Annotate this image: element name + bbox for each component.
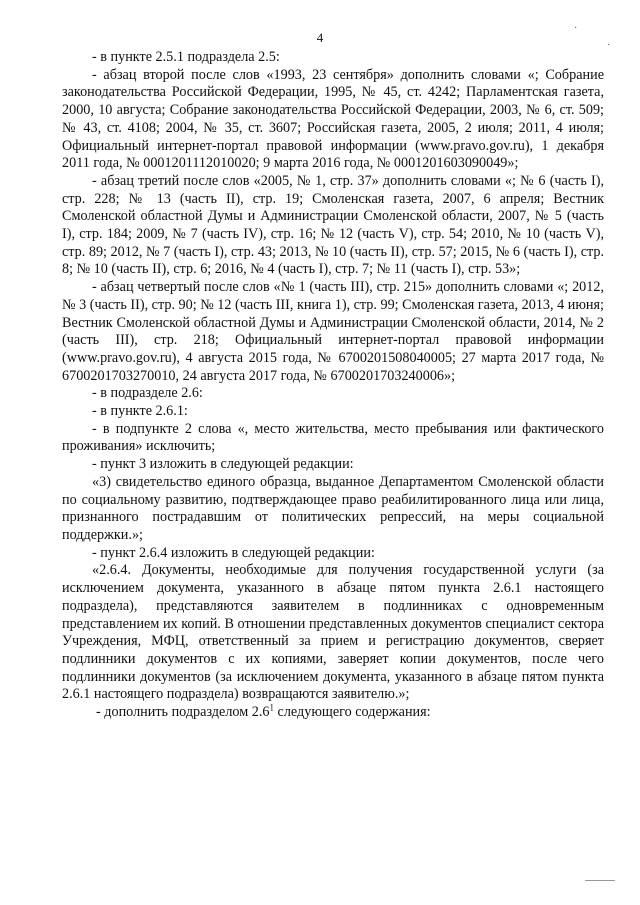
paragraph: - в подразделе 2.6: bbox=[92, 385, 203, 402]
paragraph: - в пункте 2.5.1 подраздела 2.5: bbox=[92, 49, 280, 65]
paragraph: - абзац второй после слов «1993, 23 сентября» дополнить словами «; Собрание законодательства Российской Федерации, 1995, № 45, ст. 4242; Парламентская газета, 2000, 10 августа; Собрание законодательства Российской Федерации, 2003, № 6, ст. 509; № 43, ст. 4108; 2004, № 35, ст. 3607; Российская газета, 2005, 2 июля; 2011, 4 июля; Официальный интернет-портал правовой информации (www.pravo.gov.ru), 1 декабря 2011 года, № 0001201112010020; 9 марта 2016 года, № 0001201603090049»; bbox=[62, 66, 604, 172]
document-body bbox=[62, 49, 604, 722]
paragraph: - абзац четвертый после слов «№ 1 (часть III), стр. 215» дополнить словами «; 2012, № 3 (часть II), стр. 90; № 12 (часть III, книга 1), стр. 99; Смоленская газета, 2013, 4 июня; Вестник Смоленской областной Думы и Администрации Смоленской области, 2014, № 2 (часть III), стр. 218; Официальный интернет-портал правовой информации (www.pravo.gov.ru), 4 августа 2015 года, № 6700201508040005; 27 марта 2017 года, № 6700201703270010, 24 августа 2017 года, № 6700201703240006»; bbox=[62, 279, 604, 384]
page-number: 4 bbox=[316, 30, 324, 45]
scan-mark: · bbox=[574, 23, 578, 34]
paragraph-last-text-end: следующего содержания: bbox=[273, 704, 431, 721]
paragraph: «3) свидетельство единого образца, выданное Департаментом Смоленской области по социальному развитию, подтверждающее право реабилитированного лица или лица, признанного пострадавшим от политических репрессий, на меры социальной поддержки.»; bbox=[62, 473, 604, 543]
paragraph: - пункт 2.6.4 изложить в следующей редакции: bbox=[92, 544, 375, 561]
paragraph: - в пункте 2.6.1: bbox=[92, 403, 188, 420]
paragraph: «2.6.4. Документы, необходимые для получения государственной услуги (за исключением документа, указанного в абзаце пятом пункта 2.6.1 настоящего подраздела), представляются заявителем в подлинниках с одновременным представлением их копий. В отношении представленных документов специалист сектора Учреждения, МФЦ, ответственный за прием и регистрацию документов, сверяет подлинники документов с их копиями, заверяет копии документов, после чего подлинники документов (за исключением документа, указанного в абзаце пятом пункта 2.6.1 настоящего подраздела) возвращаются заявителю.»; bbox=[62, 562, 604, 703]
paragraph-last-text: - дополнить подразделом 2.6 bbox=[96, 704, 270, 721]
scan-mark: · bbox=[607, 40, 611, 51]
scan-artifact-line bbox=[585, 880, 615, 881]
paragraph-last bbox=[92, 704, 604, 722]
paragraph: - абзац третий после слов «2005, № 1, стр. 37» дополнить словами «; № 6 (часть I), стр. 228; № 13 (часть II), стр. 19; Смоленская газета, 2007, 6 апреля; Вестник Смоленской областной Думы и Администрации Смоленской области, 2007, № 5 (часть I), стр. 184; 2009, № 7 (часть IV), стр. 16; № 12 (часть V), стр. 54; 2010, № 10 (часть V), стр. 89; 2012, № 7 (часть I), стр. 43; 2013, № 10 (часть II), стр. 57; 2015, № 6 (часть I), стр. 8; № 10 (часть II), стр. 6; 2016, № 4 (часть I), стр. 7; № 11 (часть I), стр. 53»; bbox=[62, 172, 604, 278]
superscript: 1 bbox=[269, 702, 274, 713]
paragraph: - пункт 3 изложить в следующей редакции: bbox=[92, 456, 354, 473]
paragraph: - в подпункте 2 слова «, место жительства, место пребывания или фактического проживания» исключить; bbox=[62, 420, 604, 455]
